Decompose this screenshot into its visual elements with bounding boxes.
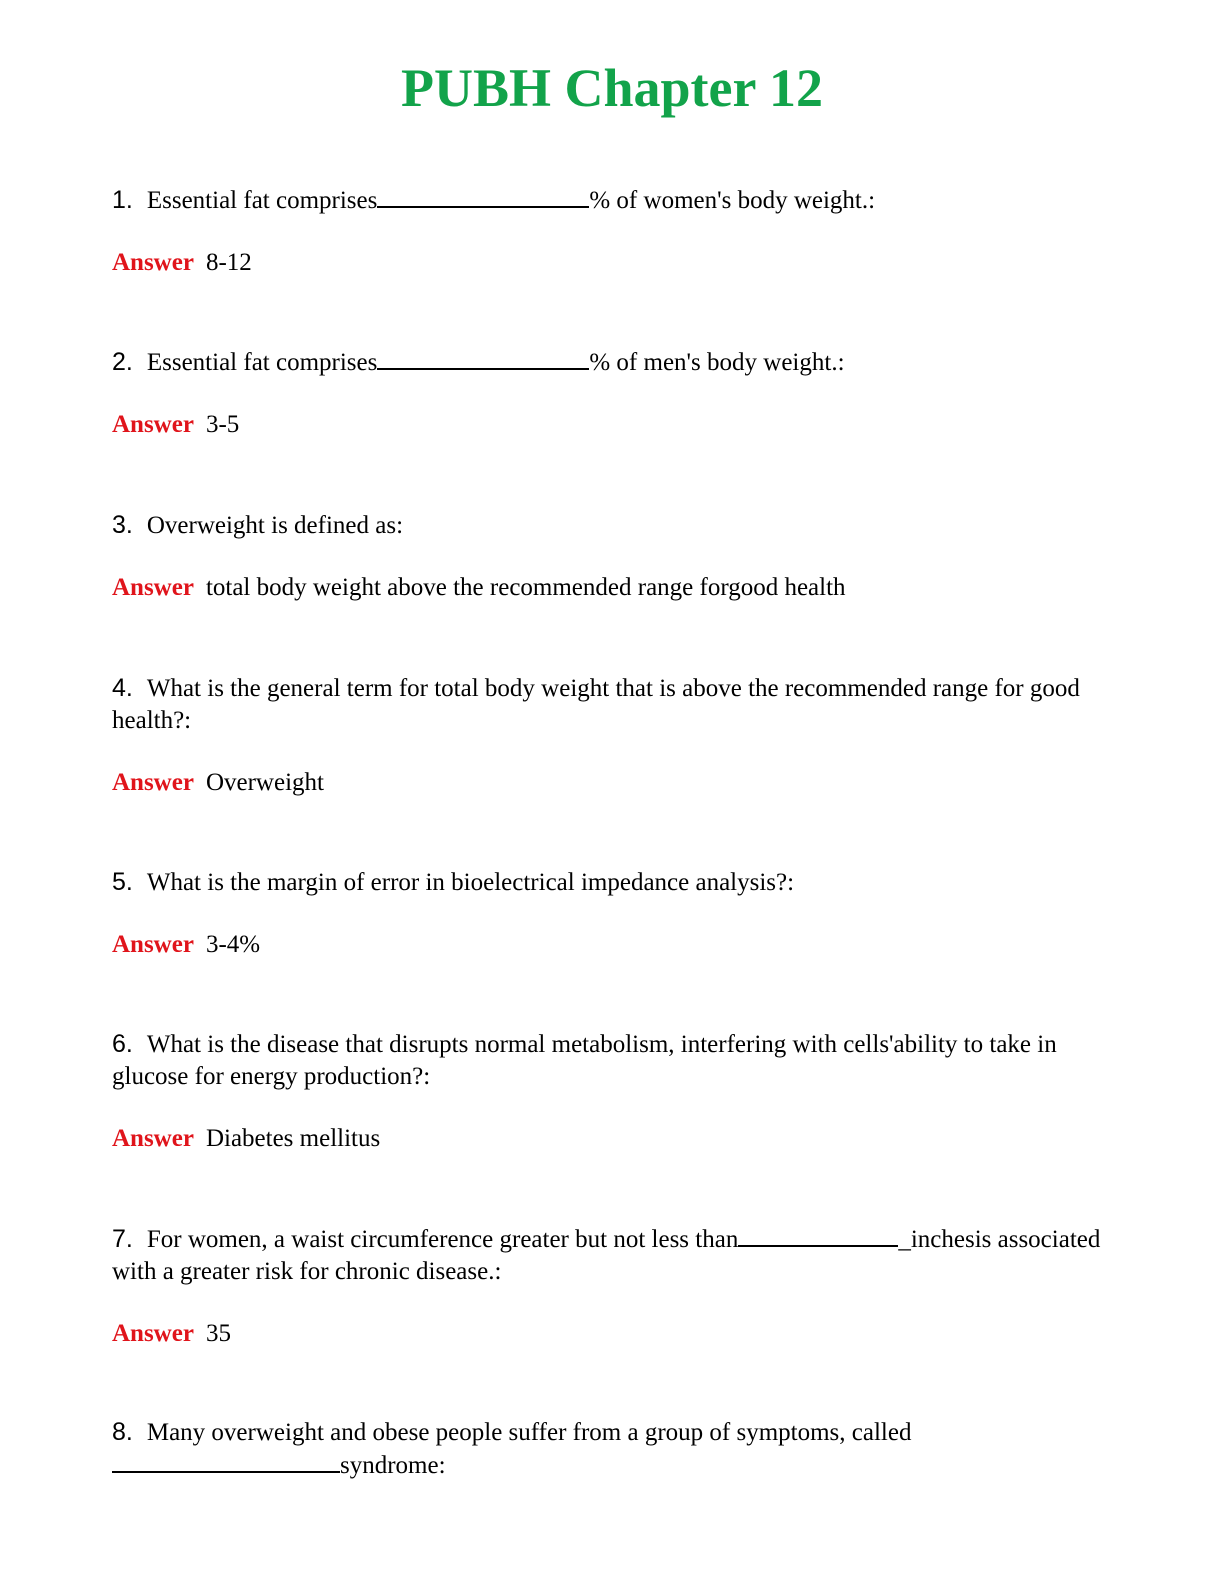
question-6 <box>112 1028 1112 1093</box>
question-text: Essential fat comprises <box>146 187 378 214</box>
answer-7 <box>112 1318 1112 1350</box>
answer-label: Answer <box>112 769 194 796</box>
answer-text: Overweight <box>205 769 324 796</box>
question-text: What is the margin of error in bioelectrical impedance analysis?: <box>146 869 795 896</box>
answer-label: Answer <box>112 931 194 958</box>
question-number: 2. <box>112 348 133 376</box>
answer-text: 3-4% <box>205 931 261 958</box>
answer-text: Diabetes mellitus <box>205 1125 381 1152</box>
answer-label: Answer <box>112 574 194 601</box>
question-3 <box>112 509 1112 542</box>
question-text-continued: % of women's body weight.: <box>589 187 876 214</box>
answer-4 <box>112 767 1112 799</box>
answer-label: Answer <box>112 411 194 438</box>
question-number: 8. <box>112 1418 133 1446</box>
question-number: 5. <box>112 868 133 896</box>
fill-in-blank <box>738 1223 898 1247</box>
answer-text: 3-5 <box>205 411 240 438</box>
answer-text: 35 <box>205 1320 231 1347</box>
answer-5 <box>112 929 1112 961</box>
question-7 <box>112 1223 1112 1288</box>
question-text: For women, a waist circumference greater but not less than <box>146 1226 739 1253</box>
question-text: Many overweight and obese people suffer from a group of symptoms, called <box>146 1419 912 1446</box>
answer-1 <box>112 247 1112 279</box>
fill-in-blank <box>377 346 589 370</box>
fill-in-blank <box>377 184 589 208</box>
answer-text: 8-12 <box>205 249 252 276</box>
question-number: 1. <box>112 186 133 214</box>
question-8 <box>112 1416 1112 1482</box>
question-text-continued: % of men's body weight.: <box>589 349 845 376</box>
question-number: 3. <box>112 511 133 539</box>
answer-text: total body weight above the recommended range forgood health <box>205 574 846 601</box>
page-title: PUBH Chapter 12 <box>400 58 823 118</box>
fill-in-blank <box>112 1449 340 1473</box>
question-text-continued: _inchesis associated with a greater risk for chronic disease.: <box>112 1226 1101 1285</box>
question-number: 4. <box>112 674 133 702</box>
answer-label: Answer <box>112 1320 194 1347</box>
question-4 <box>112 672 1112 737</box>
question-text: Overweight is defined as: <box>146 512 404 539</box>
question-number: 7. <box>112 1225 133 1253</box>
question-text: What is the general term for total body weight that is above the recommended range for good health?: <box>112 675 1080 734</box>
question-2 <box>112 346 1112 379</box>
question-number: 6. <box>112 1030 133 1058</box>
answer-2 <box>112 409 1112 441</box>
question-5 <box>112 866 1112 899</box>
answer-label: Answer <box>112 1125 194 1152</box>
answer-label: Answer <box>112 249 194 276</box>
answer-6 <box>112 1123 1112 1155</box>
question-text-continued: syndrome: <box>340 1452 446 1479</box>
question-text: What is the disease that disrupts normal metabolism, interfering with cells'ability to take in glucose for energy production?: <box>112 1031 1057 1090</box>
answer-3 <box>112 572 1112 604</box>
question-1 <box>112 184 1112 217</box>
question-text: Essential fat comprises <box>146 349 378 376</box>
